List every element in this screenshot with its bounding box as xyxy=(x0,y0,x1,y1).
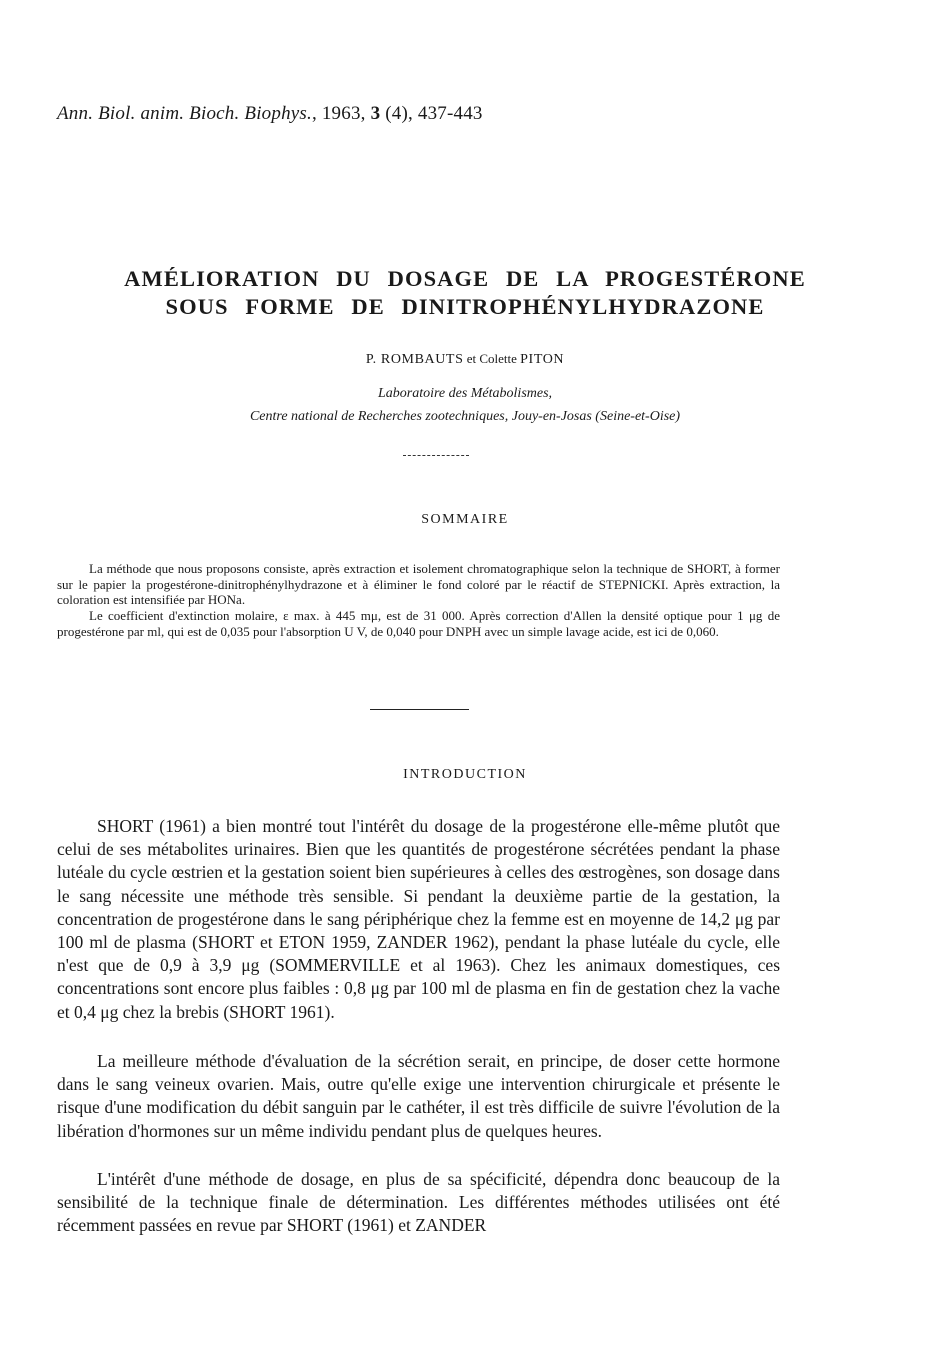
introduction-heading: INTRODUCTION xyxy=(403,767,527,782)
author-line xyxy=(0,351,930,368)
sommaire-heading: SOMMAIRE xyxy=(421,512,509,527)
article-title-line-2: SOUS FORME DE DINITROPHÉNYLHYDRAZONE xyxy=(165,294,765,319)
intro-paragraph-1-text: SHORT (1961) a bien montré tout l'intérêt du dosage de la progestérone elle-même plutôt que celui de ses métabolites urinaires. Bien que les quantités de progestérone sécrétées pendant la phase lutéale du cycle œstrien et la gestation soient bien supérieures à celles des œstrogènes, son dosage dans le sang nécessite une méthode très sensible. Si pendant la deuxième partie de la gestation, la concentration de progestérone dans le sang périphérique chez la femme est en moyenne de 14,2 μg par 100 ml de plasma (SHORT et ETON 1959, ZANDER 1962), pendant la phase lutéale du cycle, elle n'est que de 0,9 à 3,9 μg (SOMMERVILLE et al 1963). Chez les animaux domestiques, ces concentrations sont encore plus faibles : 0,8 μg par 100 ml de plasma en fin de gestation chez la vache et 0,4 μg chez la brebis (SHORT 1961). xyxy=(57,816,780,1022)
affiliation-centre: Centre national de Recherches zootechniques, Jouy-en-Josas (Seine-et-Oise) xyxy=(249,409,681,424)
journal-issue-pages: (4), 437-443 xyxy=(380,103,483,124)
journal-volume: 3 xyxy=(370,103,381,124)
intro-paragraph-1 xyxy=(57,815,780,1024)
journal-citation xyxy=(57,103,483,125)
summary-paragraph-1: La méthode que nous proposons consiste, après extraction et isolement chromatographique selon la technique de SHORT, à former sur le papier la progestérone-dinitrophénylhydrazone et à éliminer le fond coloré par le réactif de STEPNICKI. Après extraction, la coloration est intensifiée par HONa. xyxy=(57,561,780,608)
intro-paragraph-2 xyxy=(57,1050,780,1143)
dashed-separator xyxy=(403,455,469,456)
affiliation-lab: Laboratoire des Métabolismes, xyxy=(377,386,553,401)
journal-name: Ann. Biol. anim. Bioch. Biophys. xyxy=(57,103,312,124)
intro-paragraph-3-text: L'intérêt d'une méthode de dosage, en plus de sa spécificité, dépendra donc beaucoup de la sensibilité de la technique finale de détermination. Les différentes méthodes utilisées ont été récemment passées en revue par SHORT (1961) et ZANDER xyxy=(57,1169,780,1236)
journal-year: , 1963, xyxy=(311,103,371,124)
intro-paragraph-2-text: La meilleure méthode d'évaluation de la sécrétion serait, en principe, de doser cette hormone dans le sang veineux ovarien. Mais, outre qu'elle exige une intervention chirurgicale et présente le risque d'une modification du débit sanguin par le cathéter, il est très difficile de suivre l'évolution de la libération d'hormones sur un même individu pendant plus de quelques heures. xyxy=(57,1051,780,1141)
article-title-line-1: AMÉLIORATION DU DOSAGE DE LA PROGESTÉRONE xyxy=(124,266,806,291)
intro-paragraph-3 xyxy=(57,1168,780,1238)
section-divider xyxy=(370,709,469,710)
summary-block xyxy=(57,561,780,640)
author-2: PITON xyxy=(520,352,565,367)
summary-paragraph-2: Le coefficient d'extinction molaire, ε max. à 445 mμ, est de 31 000. Après correction d'Allen la densité optique pour 1 μg de progestérone par ml, qui est de 0,035 pour l'absorption U V, de 0,040 pour DNPH avec un simple lavage acide, est ici de 0,060. xyxy=(57,608,780,639)
author-1: P. ROMBAUTS xyxy=(365,352,464,367)
author-connector: et Colette xyxy=(463,351,521,366)
